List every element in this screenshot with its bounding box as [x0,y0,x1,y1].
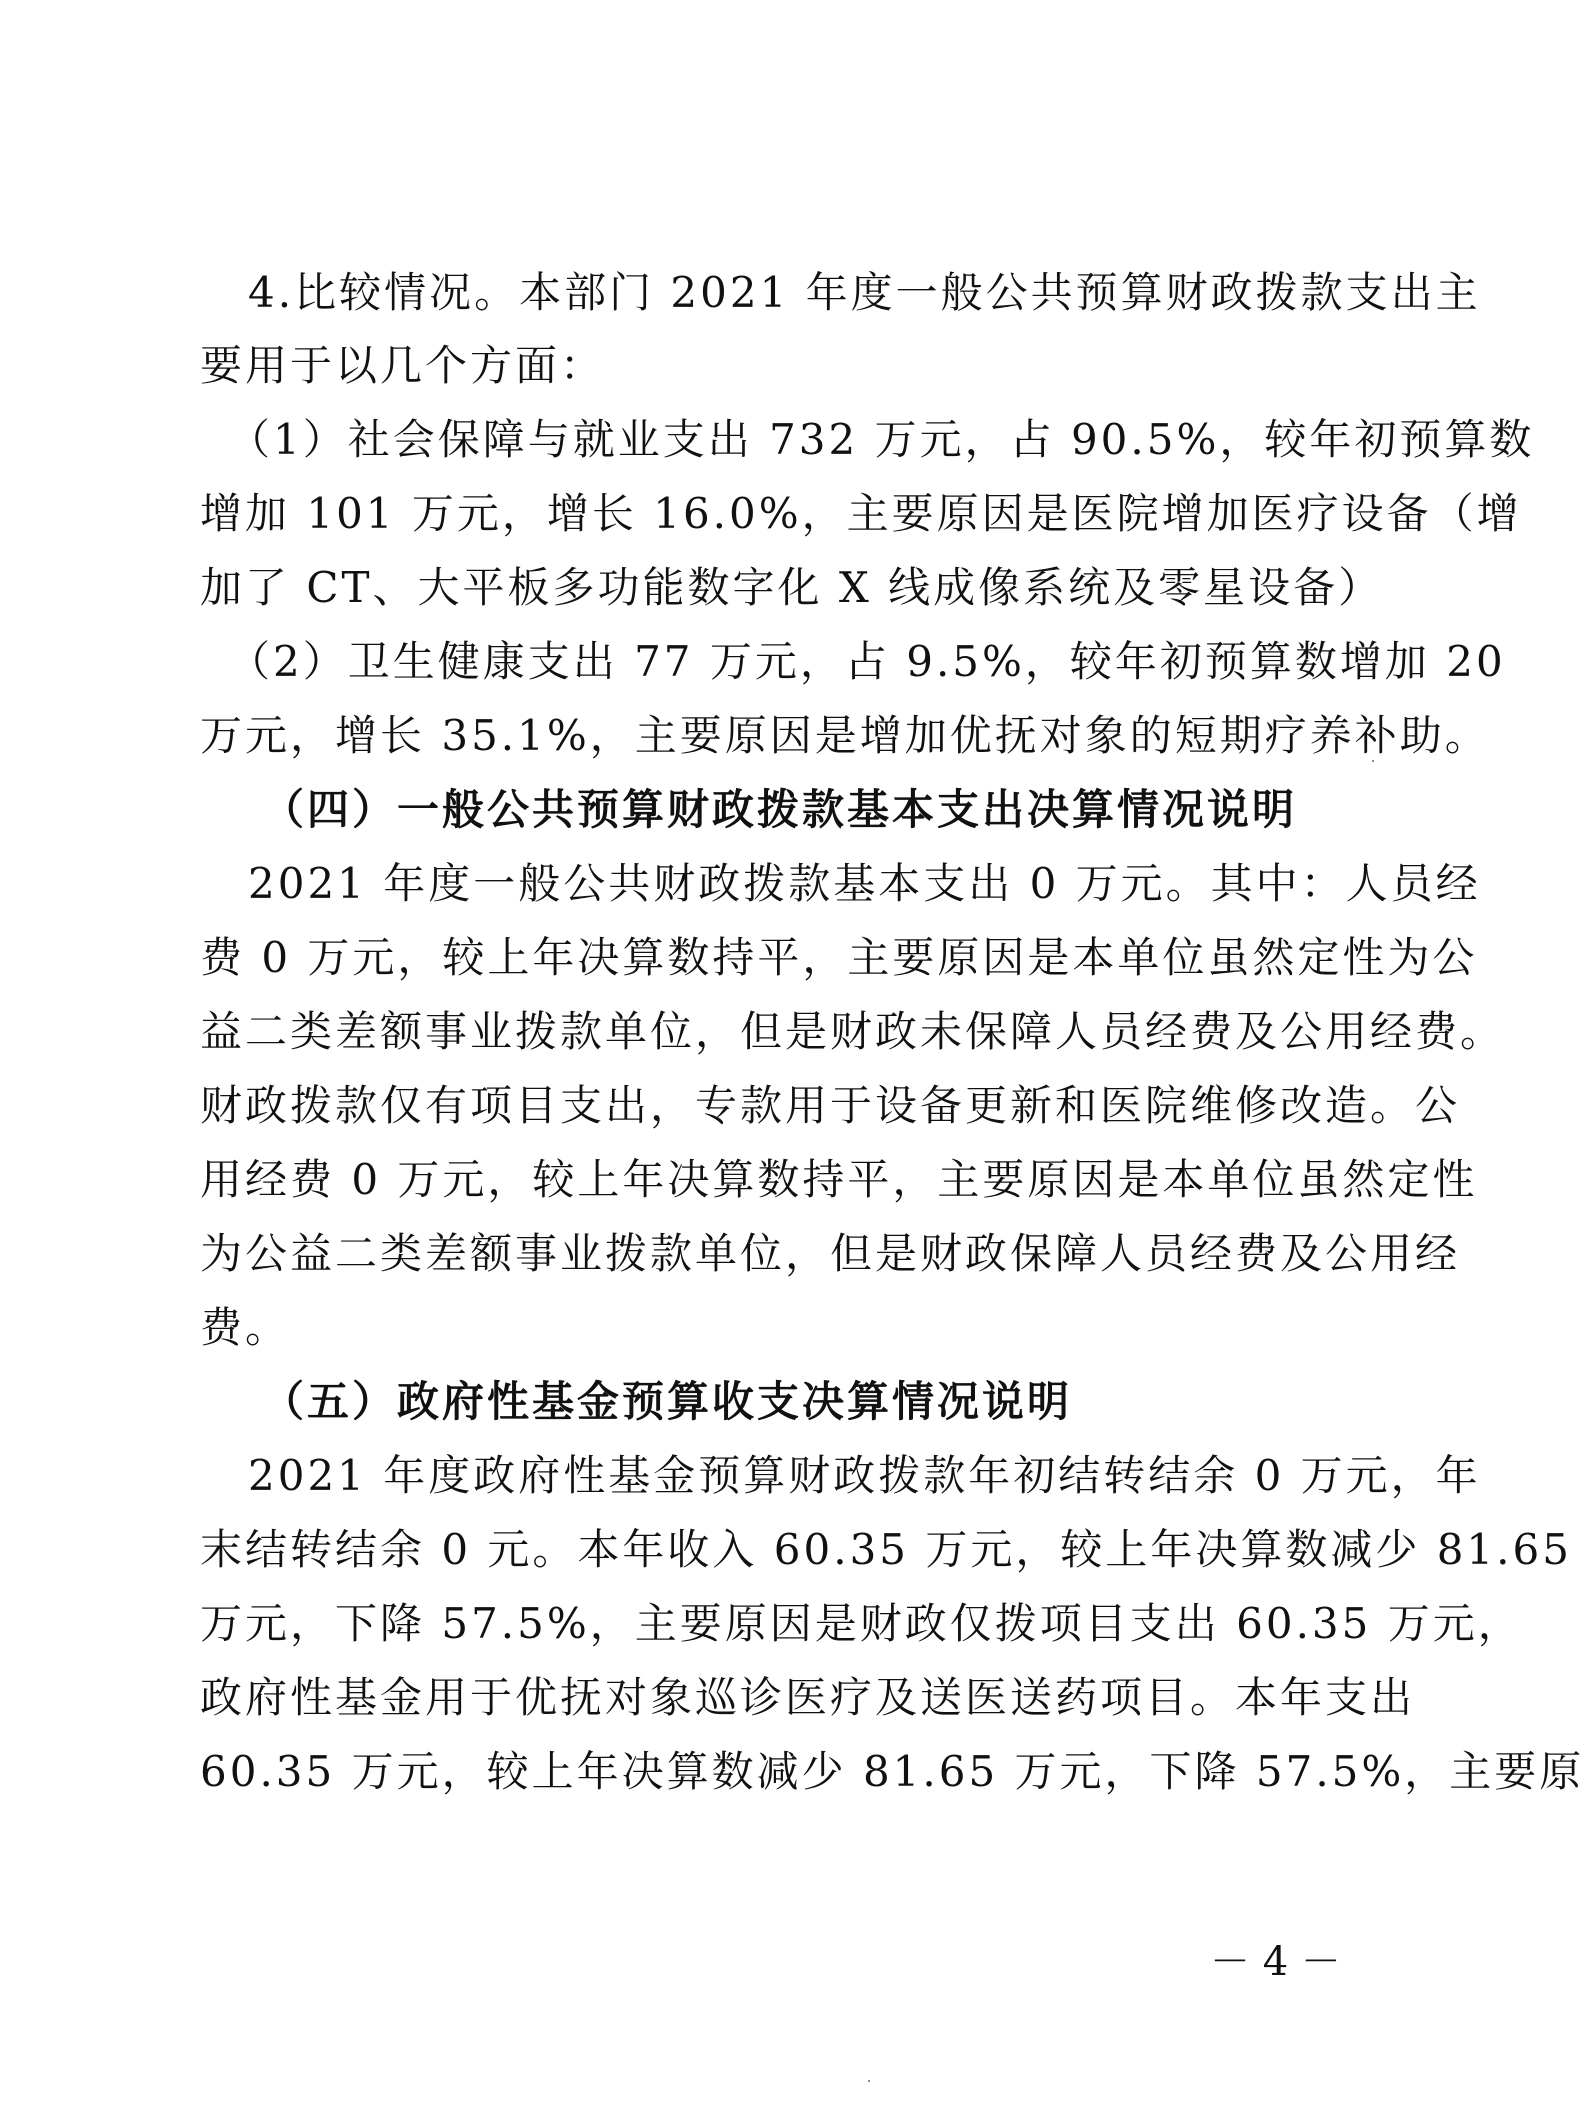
text-line: 万元，增长 35.1%，主要原因是增加优抚对象的短期疗养补助。 [200,711,1490,760]
text-line: 益二类差额事业拨款单位，但是财政未保障人员经费及公用经费。 [200,1007,1506,1056]
page-number: － 4 － [1210,1939,1341,1985]
text-line: 2021 年度政府性基金预算财政拨款年初结转结余 0 万元，年 [248,1451,1481,1500]
text-line: 费。 [200,1303,291,1352]
text-line: 增加 101 万元，增长 16.0%，主要原因是医院增加医疗设备（增 [200,489,1522,538]
text-line: 要用于以几个方面： [200,341,606,390]
text-line: 万元，下降 57.5%，主要原因是财政仅拨项目支出 60.35 万元， [200,1599,1523,1648]
text-line: （2）卫生健康支出 77 万元，占 9.5%，较年初预算数增加 20 [228,637,1506,686]
text-line: 费 0 万元，较上年决算数持平，主要原因是本单位虽然定性为公 [200,933,1478,982]
text-line: 加了 CT、大平板多功能数字化 X 线成像系统及零星设备） [200,563,1384,612]
scan-speck [1372,760,1374,762]
section-heading: （四）一般公共预算财政拨款基本支出决算情况说明 [262,785,1298,834]
text-line: 末结转结余 0 元。本年收入 60.35 万元，较上年决算数减少 81.65 [200,1525,1572,1574]
text-line: 用经费 0 万元，较上年决算数持平，主要原因是本单位虽然定性 [200,1155,1478,1204]
text-line: 60.35 万元，较上年决算数减少 81.65 万元，下降 57.5%，主要原 [200,1747,1584,1796]
scan-speck [868,2080,870,2082]
text-line: 为公益二类差额事业拨款单位，但是财政保障人员经费及公用经 [200,1229,1461,1278]
text-line: 财政拨款仅有项目支出，专款用于设备更新和医院维修改造。公 [200,1081,1461,1130]
section-heading: （五）政府性基金预算收支决算情况说明 [262,1377,1073,1426]
text-line: （1）社会保障与就业支出 732 万元，占 90.5%，较年初预算数 [228,415,1535,464]
text-line: 2021 年度一般公共财政拨款基本支出 0 万元。其中：人员经 [248,859,1481,908]
text-line: 政府性基金用于优抚对象巡诊医疗及送医送药项目。本年支出 [200,1673,1416,1722]
text-line: 4.比较情况。本部门 2021 年度一般公共预算财政拨款支出主 [248,268,1481,317]
